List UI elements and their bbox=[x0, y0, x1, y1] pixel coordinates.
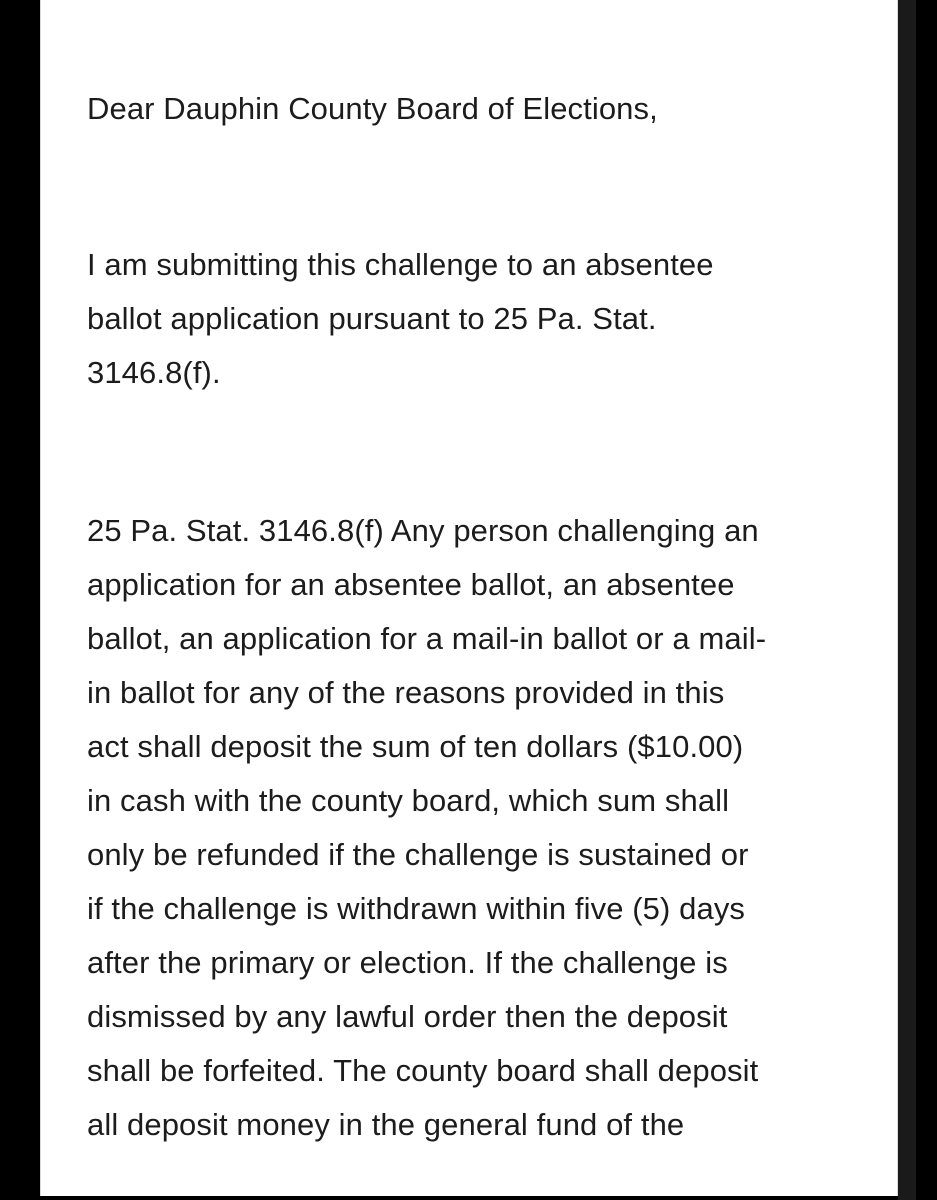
document-page bbox=[40, 0, 898, 1196]
statute-line: shall be forfeited. The county board shall deposit bbox=[87, 1053, 759, 1088]
intro-line: ballot application pursuant to 25 Pa. Stat. bbox=[87, 301, 657, 336]
intro-line: 3146.8(f). bbox=[87, 355, 221, 390]
paragraph-spacer bbox=[87, 136, 867, 238]
statute-line: in cash with the county board, which sum shall bbox=[87, 783, 730, 818]
statute-line: act shall deposit the sum of ten dollars ($10.00) bbox=[87, 729, 744, 764]
statute-line: only be refunded if the challenge is sustained or bbox=[87, 837, 749, 872]
statute-paragraph bbox=[87, 504, 867, 1152]
salutation: Dear Dauphin County Board of Elections, bbox=[87, 91, 658, 126]
statute-line: all deposit money in the general fund of the bbox=[87, 1107, 685, 1142]
letter-body bbox=[87, 82, 867, 1152]
intro-line: I am submitting this challenge to an absentee bbox=[87, 247, 714, 282]
salutation-paragraph bbox=[87, 82, 867, 136]
paragraph-spacer bbox=[87, 400, 867, 504]
statute-line: 25 Pa. Stat. 3146.8(f) Any person challenging an bbox=[87, 513, 759, 548]
statute-line: ballot, an application for a mail-in ballot or a mail- bbox=[87, 621, 767, 656]
statute-line: application for an absentee ballot, an absentee bbox=[87, 567, 735, 602]
intro-paragraph bbox=[87, 238, 867, 400]
scrollbar-track[interactable] bbox=[898, 0, 916, 1200]
statute-line: if the challenge is withdrawn within five (5) days bbox=[87, 891, 746, 926]
statute-line: dismissed by any lawful order then the deposit bbox=[87, 999, 728, 1034]
statute-line: in ballot for any of the reasons provided in this bbox=[87, 675, 725, 710]
statute-line: after the primary or election. If the challenge is bbox=[87, 945, 728, 980]
